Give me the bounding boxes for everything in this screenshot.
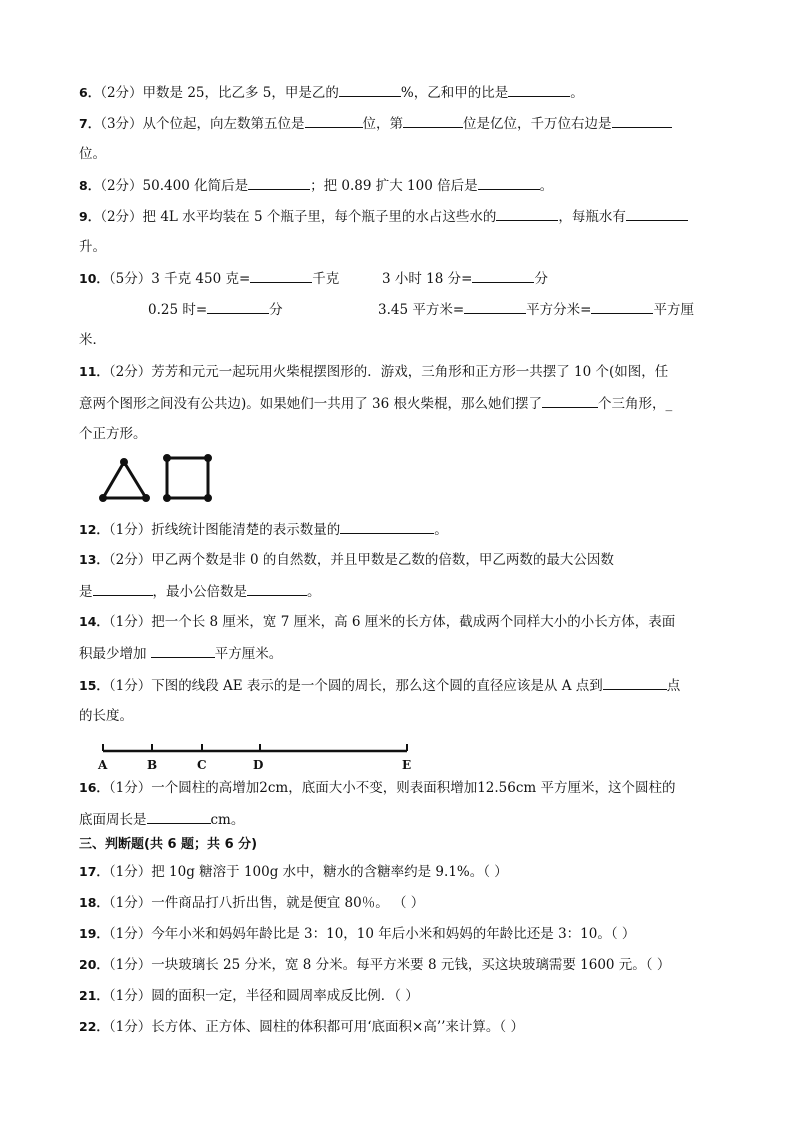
question-text: 3.45 平方米= — [378, 302, 465, 318]
question-12 — [79, 519, 448, 540]
question-10-b — [382, 268, 548, 289]
point-label-a: A — [98, 758, 108, 772]
question-score: （1分） — [108, 1019, 152, 1035]
question-score: （1分） — [108, 780, 152, 796]
question-8 — [79, 175, 553, 196]
question-text: 。 — [570, 85, 584, 101]
question-text: 升。 — [79, 239, 106, 255]
question-number: 7． — [79, 116, 101, 131]
question-text: 50.400 化简后是 — [142, 178, 249, 194]
answer-blank[interactable] — [207, 299, 269, 314]
answer-blank[interactable] — [403, 113, 463, 128]
question-number: 22． — [79, 1019, 109, 1034]
question-number: 11． — [79, 364, 109, 379]
question-text: 。 — [307, 584, 321, 600]
question-text: 分 — [534, 271, 548, 287]
answer-blank[interactable] — [626, 206, 688, 221]
question-14-cont — [79, 643, 282, 664]
question-9 — [79, 206, 688, 227]
section-heading: 三、判断题(共 6 题；共 6 分) — [79, 837, 258, 852]
question-text: 甲乙两个数是非 0 的自然数，并且甲数是乙数的倍数，甲乙两数的最大公因数 — [151, 552, 614, 568]
question-number: 16． — [79, 780, 109, 795]
question-text: 今年小米和妈妈年龄比是 3：10，10 年后小米和妈妈的年龄比还是 3：10。（ ） — [151, 926, 636, 942]
question-text: 底面周长是 — [79, 812, 147, 828]
question-text: 从个位起，向左数第五位是 — [142, 116, 305, 132]
question-text: 。 — [434, 522, 448, 538]
question-number: 14． — [79, 614, 109, 629]
question-text: 3 小时 18 分= — [382, 271, 473, 287]
question-22 — [79, 1017, 524, 1037]
question-11 — [79, 362, 668, 382]
question-18 — [79, 893, 424, 913]
question-text: 分 — [269, 302, 283, 318]
question-15-cont — [79, 706, 133, 726]
question-text: %，乙和甲的比是 — [400, 85, 509, 101]
answer-blank[interactable] — [248, 175, 310, 190]
question-21 — [79, 986, 419, 1006]
question-17 — [79, 862, 508, 882]
answer-blank[interactable] — [340, 519, 434, 534]
question-text: 。 — [539, 178, 554, 194]
question-number: 18． — [79, 895, 109, 910]
question-number: 21． — [79, 988, 109, 1003]
question-10-c — [148, 299, 283, 320]
answer-blank[interactable] — [478, 175, 540, 190]
question-number: 12． — [79, 522, 109, 537]
answer-blank[interactable] — [339, 82, 401, 97]
question-text: 位，第 — [362, 116, 404, 132]
question-9-cont — [79, 237, 106, 257]
question-score: （2分） — [100, 178, 143, 194]
question-10 — [79, 268, 339, 289]
point-label-b: B — [147, 758, 158, 772]
segment-ae-figure — [96, 738, 416, 772]
question-score: （1分） — [108, 926, 152, 942]
point-label-d: D — [253, 758, 264, 772]
question-text: 平方厘 — [653, 302, 694, 318]
question-16 — [79, 778, 676, 798]
question-text: ，最小公倍数是 — [152, 584, 247, 600]
question-text: 积最少增加 — [79, 646, 147, 662]
question-number: 20． — [79, 957, 109, 972]
question-text: ；把 0.89 扩大 100 倍后是 — [310, 178, 478, 194]
answer-blank[interactable] — [305, 113, 363, 128]
question-text: 一件商品打八折出售，就是便宜 80％。 （ ） — [151, 895, 425, 911]
question-text: 是 — [79, 584, 93, 600]
answer-blank[interactable] — [464, 299, 526, 314]
question-text: 长方体、正方体、圆柱的体积都可用‘底面积×高’’来计算。（ ） — [151, 1019, 524, 1035]
question-score: （1分） — [108, 957, 152, 973]
question-text: 米． — [79, 332, 106, 348]
question-score: （1分） — [108, 895, 152, 911]
question-text: 意两个图形之间没有公共边)。如果她们一共用了 36 根火柴棍，那么她们摆了 — [79, 396, 543, 412]
question-text: 甲数是 25，比乙多 5，甲是乙的 — [142, 85, 339, 101]
question-text: 下图的线段 AE 表示的是一个圆的周长，那么这个圆的直径应该是从 A 点到 — [151, 678, 603, 694]
answer-blank[interactable] — [151, 643, 215, 658]
question-text: 圆的面积一定，半径和圆周率成反比例．（ ） — [151, 988, 419, 1004]
question-20 — [79, 955, 670, 975]
question-score: （1分） — [108, 678, 152, 694]
question-score: （2分） — [108, 364, 152, 380]
question-13-cont — [79, 581, 321, 602]
question-score: （1分） — [108, 522, 152, 538]
question-11-cont — [79, 393, 672, 414]
question-19 — [79, 924, 635, 944]
question-text: 个正方形。 — [79, 426, 147, 442]
matchstick-figure — [98, 452, 214, 502]
question-text: 0.25 时= — [148, 302, 208, 318]
point-label-e: E — [402, 758, 412, 772]
question-text: 位是亿位，千万位右边是 — [463, 116, 612, 132]
answer-blank[interactable] — [147, 809, 211, 824]
question-10-cont — [79, 330, 106, 350]
question-11-cont2 — [79, 424, 147, 444]
question-score: （5分） — [108, 271, 152, 287]
question-score: （2分） — [100, 209, 143, 225]
question-text: 把 10g 糖溶于 100g 水中，糖水的含糖率约是 9.1%。（ ） — [151, 864, 508, 880]
answer-blank[interactable] — [603, 675, 667, 690]
question-score: （1分） — [108, 988, 152, 1004]
question-16-cont — [79, 809, 244, 830]
question-text: 一块玻璃长 25 分米，宽 8 分米。每平方米要 8 元钱，买这块玻璃需要 1600 元。（ ） — [151, 957, 671, 973]
question-text: cm。 — [210, 812, 245, 828]
question-text: 平方分米= — [526, 302, 592, 318]
question-number: 17． — [79, 864, 109, 879]
question-text: ，每瓶水有 — [558, 209, 626, 225]
answer-blank[interactable] — [472, 268, 534, 283]
question-text: 个三角形，_ — [598, 396, 673, 412]
answer-blank[interactable] — [247, 581, 307, 596]
answer-blank[interactable] — [591, 299, 653, 314]
question-10-d — [378, 299, 694, 320]
question-text: 点 — [666, 678, 681, 694]
question-7-cont — [79, 144, 106, 164]
question-text: 位。 — [79, 146, 106, 162]
answer-blank[interactable] — [612, 113, 672, 128]
question-13 — [79, 550, 614, 570]
question-text: 的长度。 — [79, 708, 133, 724]
question-text: 把 4L 水平均装在 5 个瓶子里，每个瓶子里的水占这些水的 — [142, 209, 497, 225]
answer-blank[interactable] — [250, 268, 312, 283]
question-7 — [79, 113, 672, 134]
question-number: 19． — [79, 926, 109, 941]
triangle-shape — [101, 460, 149, 501]
question-text: 折线统计图能清楚的表示数量的 — [151, 522, 341, 538]
question-score: （2分） — [100, 85, 143, 101]
answer-blank[interactable] — [93, 581, 153, 596]
question-text: 平方厘米。 — [214, 646, 283, 662]
question-number: 6． — [79, 85, 101, 100]
question-text: 芳芳和元元一起玩用火柴棍摆图形的．游戏，三角形和正方形一共摆了 10 个(如图，任 — [151, 364, 669, 380]
answer-blank[interactable] — [496, 206, 558, 221]
question-score: （1分） — [108, 864, 152, 880]
answer-blank[interactable] — [508, 82, 570, 97]
question-number: 13． — [79, 552, 109, 567]
question-text: 把一个长 8 厘米，宽 7 厘米，高 6 厘米的长方体，截成两个同样大小的小长方体，表面 — [151, 614, 676, 630]
question-15 — [79, 675, 680, 696]
question-score: （2分） — [108, 552, 152, 568]
question-number: 10． — [79, 271, 109, 286]
question-number: 9． — [79, 209, 101, 224]
question-score: （1分） — [108, 614, 152, 630]
square-shape — [165, 456, 211, 501]
question-number: 8． — [79, 178, 101, 193]
question-text: 3 千克 450 克= — [151, 271, 251, 287]
answer-blank[interactable] — [542, 393, 598, 408]
question-14 — [79, 612, 675, 632]
question-score: （3分） — [100, 116, 143, 132]
question-number: 15． — [79, 678, 109, 693]
question-text: 一个圆柱的高增加2cm，底面大小不变，则表面积增加12.56cm 平方厘米，这个圆柱的 — [151, 780, 676, 796]
question-6 — [79, 82, 584, 103]
question-text: 千克 — [312, 271, 340, 287]
point-label-c: C — [197, 758, 207, 772]
